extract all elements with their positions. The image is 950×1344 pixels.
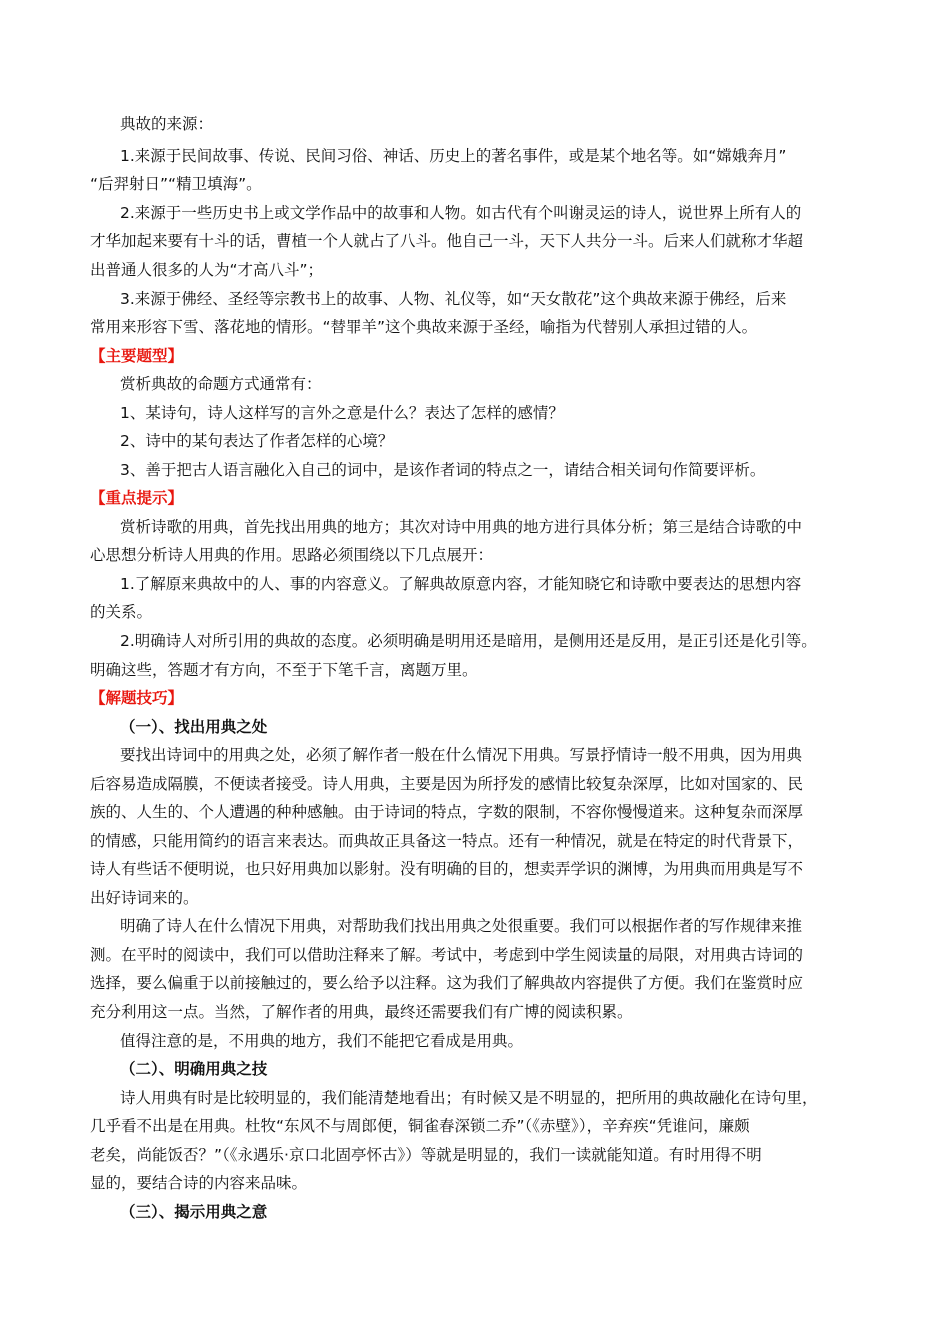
techniques-heading: 【解题技巧】: [90, 689, 184, 707]
technique-1-para-2-line-1: 明确了诗人在什么情况下用典，对帮助我们找出用典之处很重要。我们可以根据作者的写作规律来推: [120, 917, 803, 935]
technique-1-title: （一）、找出用典之处: [120, 718, 268, 736]
question-type-3: 3、善于把古人语言融化入自己的词中，是该作者词的特点之一，请结合相关词句作简要评析。: [120, 461, 766, 479]
key-points-heading: 【重点提示】: [90, 489, 184, 507]
technique-2-para-1-line-1: 诗人用典有时是比较明显的，我们能清楚地看出；有时候又是不明显的，把所用的典故融化在诗句里，: [120, 1089, 818, 1107]
question-types-intro: 赏析典故的命题方式通常有：: [120, 375, 322, 393]
key-point-1-line-1: 1.了解原来典故中的人、事的内容意义。了解典故原意内容，才能知晓它和诗歌中要表达的思想内容: [120, 575, 802, 593]
source-item-2-line-2: 才华加起来要有十斗的话，曹植一个人就占了八斗。他自己一斗，天下人共分一斗。后来人们就称才华超: [90, 232, 804, 250]
technique-2-para-1-line-2: 几乎看不出是在用典。杜牧“东风不与周郎便，铜雀春深锁二乔”（《赤壁》），辛弃疾“凭谁问，廉颇: [90, 1117, 750, 1135]
source-item-3-line-2: 常用来形容下雪、落花地的情形。“替罪羊”这个典故来源于圣经，喻指为代替别人承担过错的人。: [90, 318, 758, 336]
question-type-1: 1、某诗句，诗人这样写的言外之意是什么？表达了怎样的感情？: [120, 404, 564, 422]
technique-1-para-1-line-6: 出好诗词来的。: [90, 889, 199, 907]
key-point-2-line-1: 2.明确诗人对所引用的典故的态度。必须明确是明用还是暗用，是侧用还是反用，是正引还是化引等。: [120, 632, 817, 650]
question-types-heading: 【主要题型】: [90, 347, 184, 365]
technique-1-para-1-line-4: 的情感，只能用简约的语言来表达。而典故正具备这一特点。还有一种情况，就是在特定的时代背景下，: [90, 832, 804, 850]
source-item-1-line-1: 1.来源于民间故事、传说、民间习俗、神话、历史上的著名事件，或是某个地名等。如“嫦娥奔月”: [120, 147, 787, 165]
source-item-1-line-2: “后羿射日”“精卫填海”。: [90, 175, 262, 193]
technique-1-para-1-line-2: 后容易造成隔膜，不便读者接受。诗人用典，主要是因为所抒发的感情比较复杂深厚，比如对国家的、民: [90, 775, 804, 793]
technique-1-para-3: 值得注意的是，不用典的地方，我们不能把它看成是用典。: [120, 1032, 524, 1050]
key-points-intro-line-1: 赏析诗歌的用典，首先找出用典的地方；其次对诗中用典的地方进行具体分析；第三是结合诗歌的中: [120, 518, 803, 536]
key-points-intro-line-2: 心思想分析诗人用典的作用。思路必须围绕以下几点展开：: [90, 546, 494, 564]
key-point-2-line-2: 明确这些，答题才有方向，不至于下笔千言，离题万里。: [90, 661, 478, 679]
question-type-2: 2、诗中的某句表达了作者怎样的心境？: [120, 432, 394, 450]
source-item-3-line-1: 3.来源于佛经、圣经等宗教书上的故事、人物、礼仪等，如“天女散花”这个典故来源于佛经，后来: [120, 290, 787, 308]
source-item-2-line-1: 2.来源于一些历史书上或文学作品中的故事和人物。如古代有个叫谢灵运的诗人，说世界上所有人的: [120, 204, 802, 222]
technique-1-para-2-line-4: 充分利用这一点。当然，了解作者的用典，最终还需要我们有广博的阅读积累。: [90, 1003, 633, 1021]
technique-2-title: （二）、明确用典之技: [120, 1060, 268, 1078]
technique-1-para-1-line-5: 诗人有些话不便明说，也只好用典加以影射。没有明确的目的，想卖弄学识的渊博，为用典而用典是写不: [90, 860, 804, 878]
technique-2-para-1-line-3: 老矣，尚能饭否？”（《永遇乐·京口北固亭怀古》）等就是明显的，我们一读就能知道。有时用得不明: [90, 1146, 762, 1164]
technique-2-para-1-line-4: 显的，要结合诗的内容来品味。: [90, 1174, 308, 1192]
technique-1-para-2-line-2: 测。在平时的阅读中，我们可以借助注释来了解。考试中，考虑到中学生阅读量的局限，对用典古诗词的: [90, 946, 804, 964]
technique-1-para-1-line-1: 要找出诗词中的用典之处，必须了解作者一般在什么情况下用典。写景抒情诗一般不用典，因为用典: [120, 746, 803, 764]
source-section-title: 典故的来源：: [120, 115, 214, 133]
key-point-1-line-2: 的关系。: [90, 603, 153, 621]
technique-1-para-2-line-3: 选择，要么偏重于以前接触过的，要么给予以注释。这为我们了解典故内容提供了方便。我们在鉴赏时应: [90, 974, 804, 992]
technique-3-title: （三）、揭示用典之意: [120, 1203, 268, 1221]
technique-1-para-1-line-3: 族的、人生的、个人遭遇的种种感触。由于诗词的特点，字数的限制，不容你慢慢道来。这种复杂而深厚: [90, 803, 804, 821]
source-item-2-line-3: 出普通人很多的人为“才高八斗”；: [90, 261, 324, 279]
